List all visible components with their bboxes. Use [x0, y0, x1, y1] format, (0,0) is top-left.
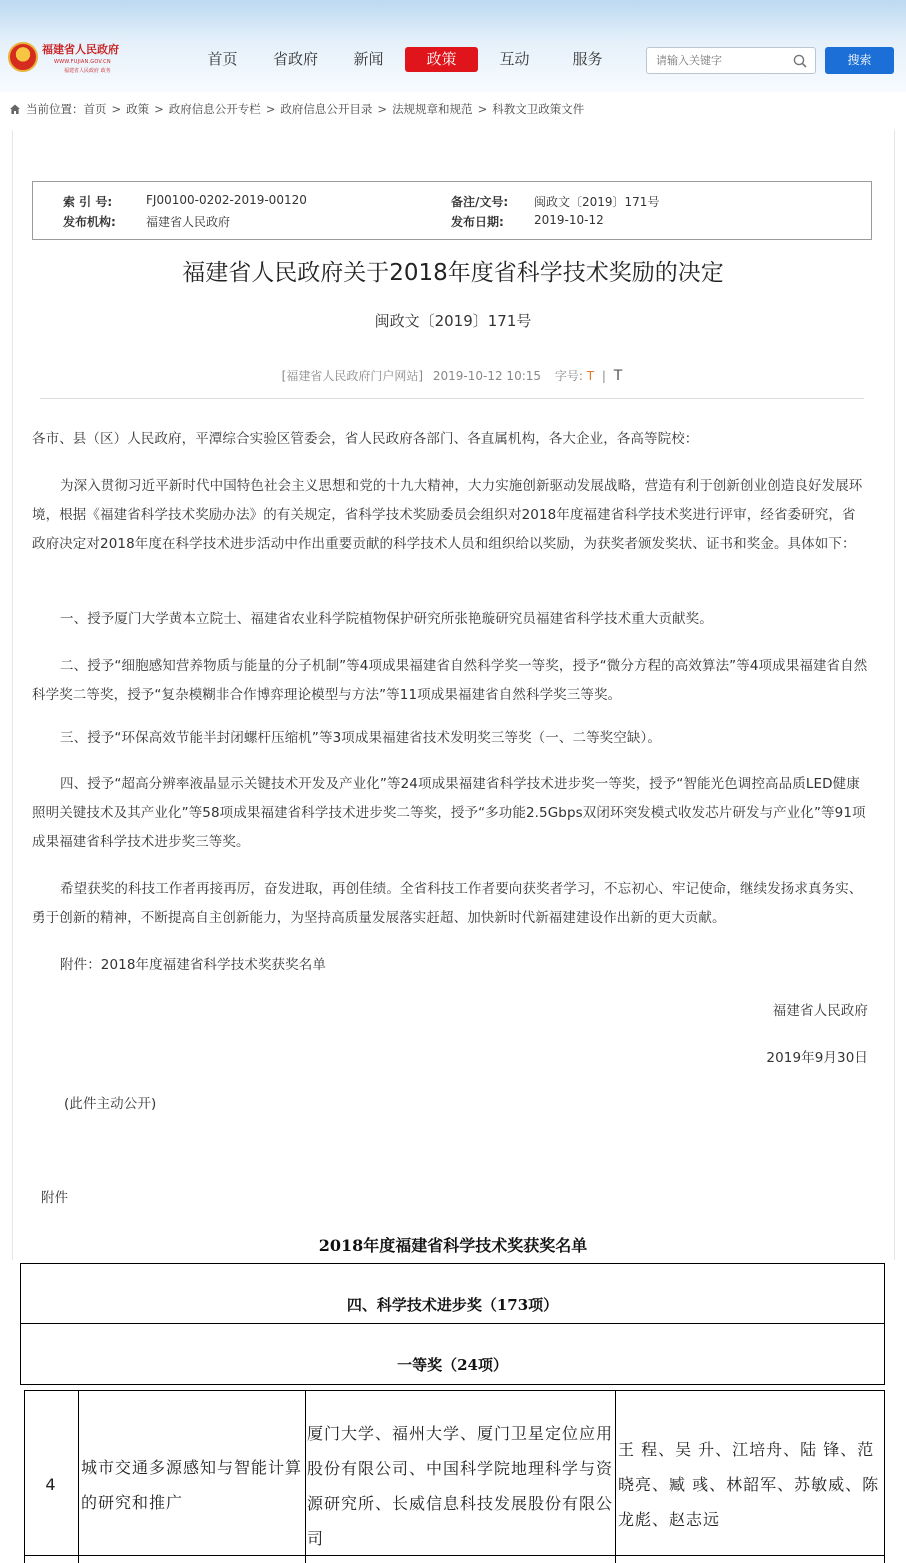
nav-interaction[interactable]: 互动: [499, 50, 530, 68]
breadcrumb-separator: >: [377, 102, 388, 116]
grade-heading: 一等奖（24项）: [397, 1356, 508, 1374]
row-col-divider: [78, 1390, 79, 1563]
breadcrumb-separator: >: [265, 102, 276, 116]
paragraph-closing: 希望获奖的科技工作者再接再厉，奋发进取，再创佳绩。全省科技工作者要向获奖者学习，不忘初心、牢记使命，继续发扬求真务实、勇于创新的精神，不断提高自主创新能力，为坚持高质量发展落实赶超、加快新时代新福建建设作出新的更大贡献。: [32, 881, 863, 926]
search-box: [646, 47, 816, 74]
font-size-large-button[interactable]: T: [613, 368, 623, 384]
ref-label: 备注/文号:: [451, 195, 509, 209]
paragraph-item-1: 一、授予厦门大学黄本立院士、福建省农业科学院植物保护研究所张艳璇研究员福建省科学技术重大贡献奖。: [60, 611, 713, 627]
attachment-title: 2018年度福建省科学技术奖获奖名单: [318, 1236, 588, 1255]
table-divider: [20, 1384, 885, 1385]
breadcrumb-separator: >: [477, 102, 488, 116]
search-icon[interactable]: [793, 54, 807, 68]
publish-time: 2019-10-12 10:15: [432, 369, 542, 383]
row-border-right: [884, 1390, 885, 1563]
ref-value: 闽政文〔2019〕171号: [534, 195, 660, 209]
nav-home[interactable]: 首页: [207, 50, 238, 68]
logo-title: 福建省人民政府: [42, 43, 119, 56]
nav-policy[interactable]: 政策: [405, 47, 478, 72]
table-row-people: 王 程、吴 升、江培舟、陆 锋、范晓亮、臧 彧、林韶军、苏敏威、陈龙彪、赵志远: [618, 1440, 880, 1529]
date-label: 发布日期:: [451, 215, 504, 229]
paragraph-item-2: 二、授予“细胞感知营养物质与能量的分子机制”等4项成果福建省自然科学奖一等奖，授予“微分方程的高效算法”等4项成果福建省自然科学奖二等奖，授予“复杂模糊非合作博弈理论模型与方法”等11项成果福建省自然科学奖三等奖。: [32, 658, 868, 703]
breadcrumb-current[interactable]: 科教文卫政策文件: [492, 102, 585, 116]
font-size-label: 字号:: [554, 369, 583, 383]
issuer-value: 福建省人民政府: [146, 215, 231, 229]
salutation: 各市、县（区）人民政府，平潭综合实验区管委会，省人民政府各部门、各直属机构，各大企业，各高等院校：: [32, 431, 699, 447]
nav-services[interactable]: 服务: [572, 50, 603, 68]
row-border-top: [24, 1390, 885, 1391]
table-border-top: [20, 1263, 885, 1264]
row-col-divider: [615, 1390, 616, 1563]
disclosure-note: (此件主动公开): [64, 1096, 157, 1112]
source-name: [福建省人民政府门户网站]: [281, 369, 424, 383]
table-row-units: 厦门大学、福州大学、厦门卫星定位应用股份有限公司、中国科学院地理科学与资源研究所、长威信息科技发展股份有限公司: [307, 1424, 614, 1548]
sign-date: 2019年9月30日: [766, 1050, 868, 1066]
index-label: 索 引 号:: [63, 195, 113, 209]
breadcrumb: [9, 101, 584, 117]
section-heading: 四、科学技术进步奖（173项）: [346, 1296, 559, 1314]
breadcrumb-info-catalog[interactable]: 政府信息公开目录: [280, 102, 373, 116]
font-size-divider: |: [601, 369, 606, 383]
paragraph-item-3: 三、授予“环保高效节能半封闭螺杆压缩机”等3项成果福建省技术发明奖三等奖（一、二等奖空缺）。: [60, 730, 661, 746]
search-button[interactable]: 搜索: [825, 47, 894, 74]
font-size-small-button[interactable]: T: [586, 369, 595, 383]
source-line: [40, 367, 864, 399]
index-value: FJ00100-0202-2019-00120: [146, 193, 307, 207]
main-nav: [186, 47, 624, 73]
site-logo[interactable]: [8, 40, 138, 80]
breadcrumb-prefix: 当前位置：: [26, 102, 84, 116]
home-icon: [9, 103, 21, 115]
breadcrumb-separator: >: [111, 102, 122, 116]
issuer-label: 发布机构:: [63, 215, 116, 229]
page-title: 福建省人民政府关于2018年度省科学技术奖励的决定: [182, 260, 724, 286]
national-emblem-icon: [8, 42, 38, 72]
site-header: [0, 0, 906, 92]
signer: 福建省人民政府: [772, 1003, 868, 1019]
search-input[interactable]: [647, 48, 785, 73]
breadcrumb-regulations[interactable]: 法规规章和规范: [392, 102, 473, 116]
breadcrumb-info-disclosure[interactable]: 政府信息公开专栏: [168, 102, 261, 116]
row-col-divider: [305, 1390, 306, 1563]
paragraph-item-4: 四、授予“超高分辨率液晶显示关键技术开发及产业化”等24项成果福建省科学技术进步奖一等奖，授予“智能光色调控高品质LED健康照明关键技术及其产业化”等58项成果福建省科学技术进步奖二等奖，授予“多功能2.5Gbps双闭环突发模式收发芯片研发与产业化”等91项成果福建省科学技术进步奖三等奖。: [32, 776, 866, 850]
document-meta-box: [32, 181, 872, 240]
logo-url: WWW.FUJIAN.GOV.CN: [54, 59, 111, 65]
table-row-number: 4: [45, 1475, 57, 1494]
logo-subtitle: 福建省人民政府 政务: [64, 68, 111, 74]
breadcrumb-policy[interactable]: 政策: [126, 102, 150, 116]
paragraph-intro: 为深入贯彻习近平新时代中国特色社会主义思想和党的十九大精神，大力实施创新驱动发展战略，营造有利于创新创业创造良好发展环境，根据《福建省科学技术奖励办法》的有关规定，省科学技术奖励委员会组织对2018年度福建省科学技术奖进行评审，经省委研究，省政府决定对2018年度在科学技术进步活动中作出重要贡献的科学技术人员和组织给以奖励，为获奖者颁发奖状、证书和奖金。具体如下：: [32, 478, 863, 552]
breadcrumb-separator: >: [154, 102, 164, 116]
attachment-label: 附件: [41, 1190, 69, 1206]
table-divider: [20, 1323, 885, 1324]
nav-news[interactable]: 新闻: [353, 50, 384, 68]
table-row-project: 城市交通多源感知与智能计算的研究和推广: [81, 1458, 303, 1512]
nav-government[interactable]: 省政府: [272, 50, 318, 68]
document-number: 闽政文〔2019〕171号: [374, 312, 532, 330]
date-value: 2019-10-12: [534, 213, 604, 227]
breadcrumb-home[interactable]: 首页: [83, 102, 107, 116]
attachment-note[interactable]: 附件：2018年度福建省科学技术奖获奖名单: [60, 957, 326, 973]
